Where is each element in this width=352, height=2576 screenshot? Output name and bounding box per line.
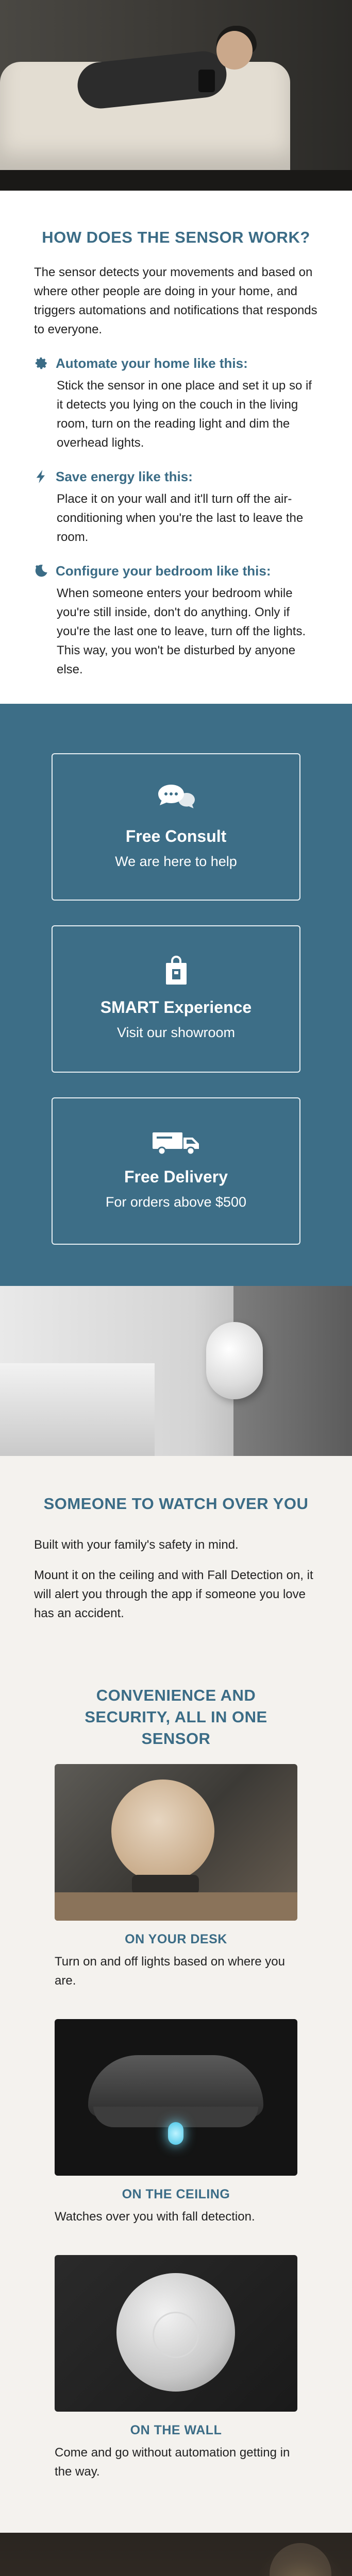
watch-title: SOMEONE TO WATCH OVER YOU bbox=[43, 1495, 309, 1513]
card-smart-experience[interactable] bbox=[52, 925, 300, 1073]
card-free-consult[interactable] bbox=[52, 753, 300, 901]
product-text: Turn on and off lights based on where you are. bbox=[55, 1955, 285, 1988]
watch-section bbox=[0, 1456, 352, 1664]
card-free-delivery[interactable] bbox=[52, 1097, 300, 1245]
watch-paragraph-2: Mount it on the ceiling and with Fall Detection on, it will alert you through the app if someone you love has an accident. bbox=[34, 1568, 313, 1620]
feature-bedroom bbox=[34, 562, 318, 679]
product-text: Watches over you with fall detection. bbox=[55, 2210, 255, 2224]
how-title: HOW DOES THE SENSOR WORK? bbox=[42, 228, 310, 246]
ceiling-sensor-image bbox=[55, 2019, 297, 2176]
card-title: Free Consult bbox=[125, 827, 227, 845]
services-section bbox=[0, 704, 352, 1286]
gear-icon bbox=[34, 356, 48, 370]
convenience-title: CONVENIENCE AND SECURITY, ALL IN ONE SENSOR bbox=[85, 1686, 267, 1748]
watch-paragraph-1: Built with your family's safety in mind. bbox=[34, 1538, 239, 1552]
desk-sensor-image bbox=[55, 1764, 297, 1921]
feature-text: Stick the sensor in one place and set it up so if it detects you lying on the couch in the living room, turn on the reading light and dim the overhead lights. bbox=[57, 379, 312, 450]
feature-title: Save energy like this: bbox=[56, 469, 193, 484]
store-icon bbox=[164, 956, 189, 986]
product-label: ON YOUR DESK bbox=[125, 1932, 227, 1946]
chat-bubbles-icon bbox=[156, 783, 197, 815]
hero-photo bbox=[0, 0, 352, 191]
feature-save-energy bbox=[34, 468, 318, 547]
sensor-wall-photo bbox=[0, 1286, 352, 1456]
card-title: Free Delivery bbox=[124, 1167, 228, 1186]
card-subtitle: We are here to help bbox=[115, 854, 237, 869]
how-intro: The sensor detects your movements and based on where other people are doing in your home, and triggers automations and notifications that responds to everyone. bbox=[34, 265, 317, 336]
product-text: Come and go without automation getting in the way. bbox=[55, 2446, 290, 2479]
feature-text: Place it on your wall and it'll turn off the air-conditioning when you're the last to leave the room. bbox=[57, 492, 304, 544]
lightning-icon bbox=[34, 469, 48, 484]
product-desk bbox=[55, 1764, 297, 1990]
product-label: ON THE CEILING bbox=[122, 2187, 230, 2201]
feature-title: Automate your home like this: bbox=[56, 355, 248, 371]
feature-text: When someone enters your bedroom while you're still inside, don't do anything. Only if you're the last one to leave, turn off the lights. This way, you won't be disturbed by anyone else. bbox=[57, 586, 306, 676]
delivery-truck-icon bbox=[152, 1130, 201, 1155]
how-it-works-section bbox=[0, 191, 352, 704]
product-label: ON THE WALL bbox=[130, 2423, 222, 2437]
feature-title: Configure your bedroom like this: bbox=[56, 563, 271, 579]
living-room-photo bbox=[0, 2533, 352, 2576]
card-subtitle: Visit our showroom bbox=[116, 1025, 236, 1040]
product-wall bbox=[55, 2255, 297, 2481]
moon-icon bbox=[34, 564, 48, 578]
card-title: SMART Experience bbox=[100, 998, 252, 1016]
feature-automate bbox=[34, 354, 318, 452]
card-subtitle: For orders above $500 bbox=[105, 1194, 247, 1210]
product-ceiling bbox=[55, 2019, 297, 2226]
convenience-section bbox=[0, 1664, 352, 2533]
wall-sensor-image bbox=[55, 2255, 297, 2412]
